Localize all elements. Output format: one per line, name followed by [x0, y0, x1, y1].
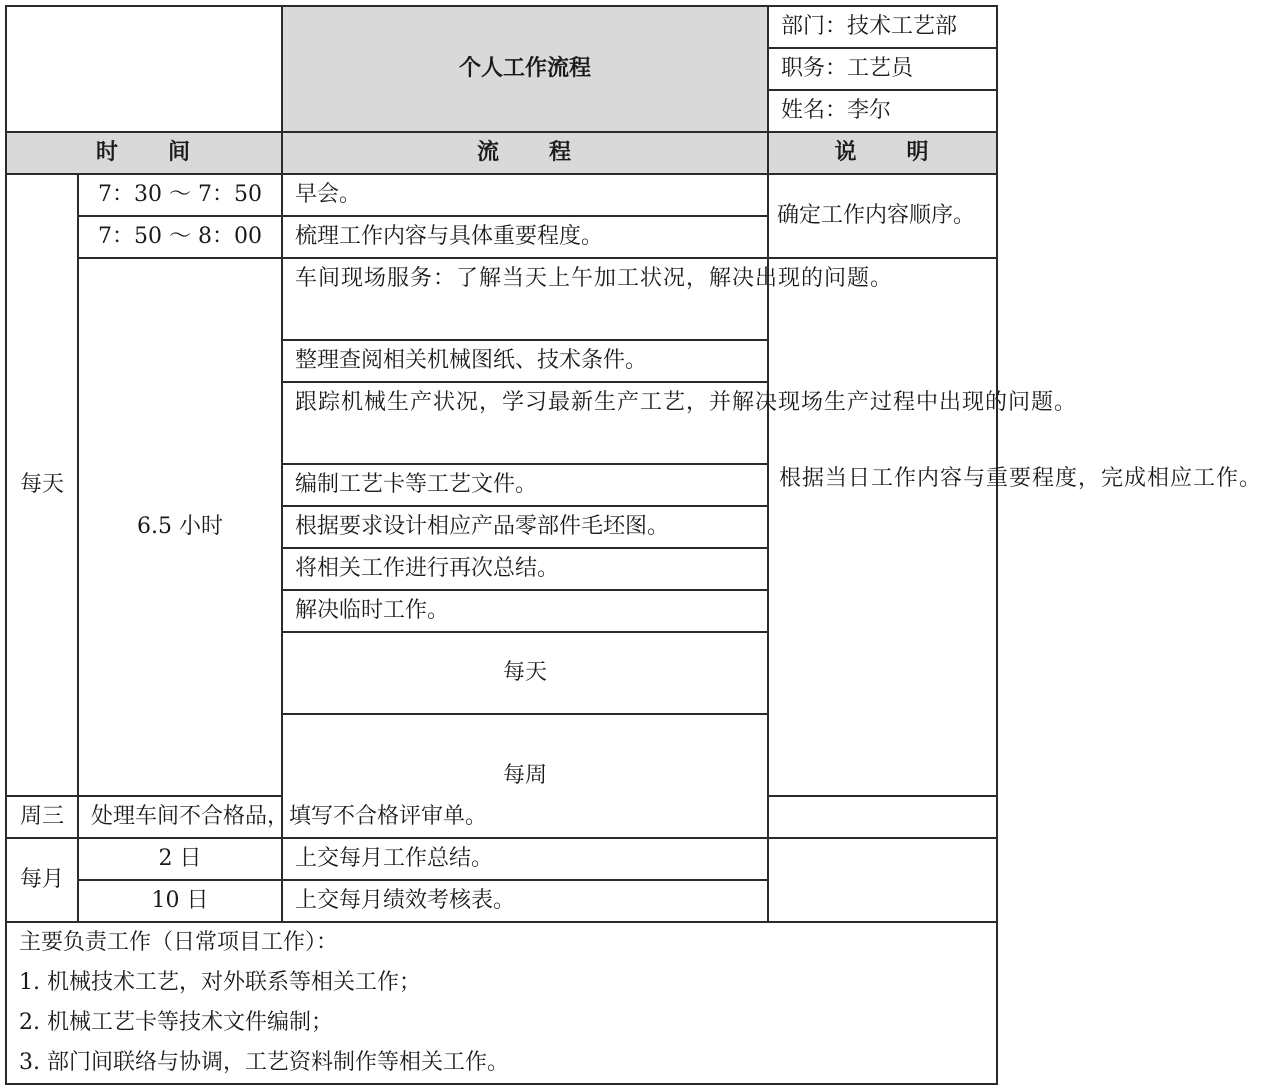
column-header-note: 说 明 [768, 132, 997, 174]
time-cell: 7：30 ～ 7：50 [78, 174, 282, 216]
table-row [6, 174, 997, 216]
task-cell: 梳理工作内容与具体重要程度。 [282, 216, 768, 258]
note-cell [768, 838, 997, 922]
column-header-process: 流 程 [282, 132, 768, 174]
work-process-table [5, 5, 1262, 1085]
period-weekly: 每周 [282, 714, 768, 838]
responsibilities-row [6, 922, 997, 1084]
task-cell: 整理查阅相关机械图纸、技术条件。 [282, 340, 768, 382]
time-cell: 周三 [6, 796, 78, 838]
task-cell: 早会。 [282, 174, 768, 216]
responsibilities-heading: 主要负责工作（日常项目工作）： [19, 930, 339, 955]
time-cell: 10 日 [78, 880, 282, 922]
name-field: 姓名：李尔 [768, 90, 997, 132]
task-cell: 上交每月绩效考核表。 [282, 880, 768, 922]
note-text: 根据当日工作内容与重要程度，完成相应工作。 [779, 466, 1262, 491]
title-blank-cell [6, 6, 282, 132]
responsibility-item: 1. 机械技术工艺，对外联系等相关工作； [19, 970, 421, 995]
table-row [6, 838, 997, 880]
task-cell: 编制工艺卡等工艺文件。 [282, 464, 768, 506]
column-header-row [6, 132, 997, 174]
table-row [6, 258, 997, 340]
note-cell [768, 258, 1262, 796]
title-row [6, 6, 997, 48]
task-cell: 车间现场服务：了解当天上午加工状况，解决出现的问题。 [282, 258, 768, 340]
time-cell: 6.5 小时 [78, 258, 282, 796]
responsibility-item: 2. 机械工艺卡等技术文件编制； [19, 1010, 333, 1035]
responsibilities-section [6, 922, 997, 1084]
note-cell: 确定工作内容顺序。 [768, 174, 997, 258]
time-cell: 7：50 ～ 8：00 [78, 216, 282, 258]
task-cell: 根据要求设计相应产品零部件毛坯图。 [282, 506, 768, 548]
task-cell: 跟踪机械生产状况，学习最新生产工艺，并解决现场生产过程中出现的问题。 [282, 382, 768, 464]
column-header-time: 时 间 [6, 132, 282, 174]
period-daily-evening: 每天 [282, 632, 768, 714]
document-title: 个人工作流程 [282, 6, 768, 132]
task-cell: 将相关工作进行再次总结。 [282, 548, 768, 590]
department-field: 部门：技术工艺部 [768, 6, 997, 48]
time-cell: 2 日 [78, 838, 282, 880]
period-daily: 每天 [6, 174, 78, 796]
task-cell: 解决临时工作。 [282, 590, 768, 632]
period-monthly: 每月 [6, 838, 78, 922]
task-cell: 上交每月工作总结。 [282, 838, 768, 880]
responsibility-item: 3. 部门间联络与协调，工艺资料制作等相关工作。 [19, 1050, 509, 1075]
task-cell: 处理车间不合格品，填写不合格评审单。 [78, 796, 282, 838]
position-field: 职务：工艺员 [768, 48, 997, 90]
